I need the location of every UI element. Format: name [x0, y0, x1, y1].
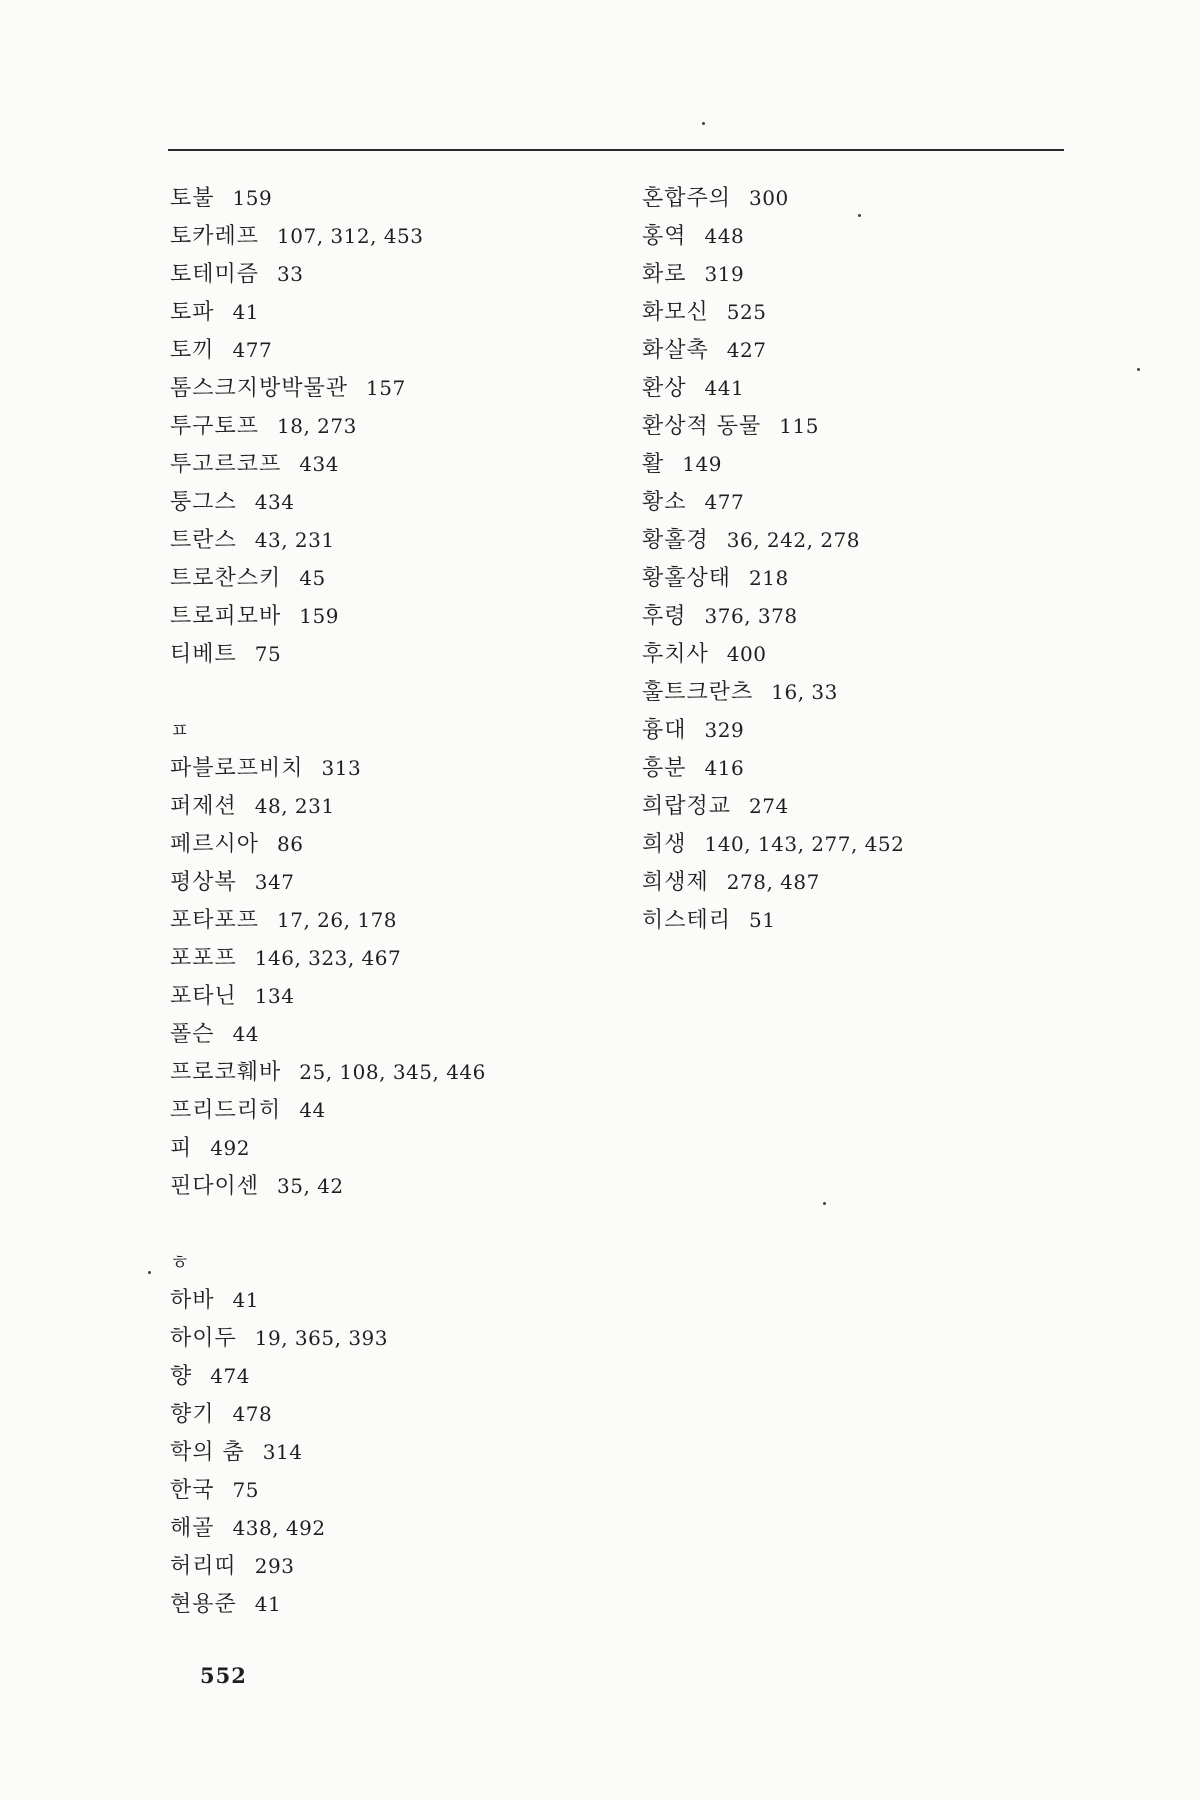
index-entry	[170, 255, 610, 293]
index-page-refs: 41	[254, 1592, 282, 1616]
index-term: 프로코훼바	[170, 1060, 282, 1085]
print-speck	[148, 1271, 151, 1274]
index-entry	[642, 901, 1082, 939]
index-term: 향기	[170, 1402, 215, 1427]
index-page-refs: 474	[210, 1364, 250, 1388]
index-page-refs: 427	[726, 338, 767, 362]
index-entry	[170, 445, 610, 483]
section-gap	[170, 1205, 610, 1243]
index-entry	[642, 711, 1082, 749]
index-term: 포타포프	[170, 908, 260, 933]
index-page-refs: 44	[232, 1022, 259, 1046]
index-entry	[170, 179, 610, 217]
index-entry	[170, 369, 610, 407]
index-term: 퍼제션	[170, 794, 237, 819]
index-page-refs: 319	[704, 262, 745, 286]
index-entry	[642, 863, 1082, 901]
index-entry	[170, 1281, 610, 1319]
index-term: 프리드리히	[170, 1098, 282, 1123]
index-entry	[170, 521, 610, 559]
index-entry	[642, 521, 1082, 559]
index-entry	[642, 369, 1082, 407]
index-term: 폴슨	[170, 1022, 215, 1047]
index-entry	[642, 787, 1082, 825]
index-page-refs: 107, 312, 453	[277, 224, 424, 248]
index-term: 토불	[170, 186, 215, 211]
index-entry	[170, 787, 610, 825]
index-entry	[170, 1053, 610, 1091]
index-page-refs: 400	[726, 642, 767, 666]
index-page-refs: 43, 231	[254, 528, 335, 552]
index-page-refs: 75	[254, 642, 282, 666]
index-page-refs: 115	[779, 414, 819, 438]
index-entry	[642, 749, 1082, 787]
index-page-refs: 134	[254, 984, 295, 1008]
index-page-refs: 25, 108, 345, 446	[299, 1060, 486, 1084]
index-term: 환상적 동물	[642, 414, 762, 439]
index-term: 히스테리	[642, 908, 732, 933]
index-term: 톰스크지방박물관	[170, 376, 349, 401]
index-entry	[170, 1091, 610, 1129]
index-term: 흉대	[642, 718, 687, 743]
index-term: 포타닌	[170, 984, 237, 1009]
print-speck	[1137, 368, 1140, 371]
index-term: 투고르코프	[170, 452, 282, 477]
index-term: 하바	[170, 1288, 215, 1313]
index-entry	[170, 825, 610, 863]
index-entry	[170, 483, 610, 521]
index-page-refs: 434	[299, 452, 339, 476]
index-entry	[170, 597, 610, 635]
index-column-left	[170, 179, 610, 1623]
section-heading: ㅍ	[170, 718, 190, 742]
index-entry	[170, 1319, 610, 1357]
index-page-refs: 75	[232, 1478, 259, 1502]
index-term: 포포프	[170, 946, 237, 971]
index-term: 피	[170, 1136, 193, 1161]
index-page-refs: 86	[277, 832, 304, 856]
index-term: 핀다이센	[170, 1174, 260, 1199]
index-page-refs: 347	[254, 870, 295, 894]
index-term: 홍역	[642, 224, 687, 249]
index-term: 황홀경	[642, 528, 709, 553]
index-page-refs: 35, 42	[277, 1174, 344, 1198]
index-page-refs: 146, 323, 467	[254, 946, 402, 970]
index-page-refs: 448	[704, 224, 745, 248]
index-entry	[642, 331, 1082, 369]
index-entry	[170, 1471, 610, 1509]
index-entry	[170, 1357, 610, 1395]
index-page-refs: 300	[749, 186, 789, 210]
index-term: 황소	[642, 490, 687, 515]
index-page-refs: 140, 143, 277, 452	[704, 832, 905, 856]
index-term: 화로	[642, 262, 687, 287]
index-term: 학의 춤	[170, 1440, 245, 1465]
index-page-refs: 33	[277, 262, 304, 286]
index-page-refs: 416	[704, 756, 745, 780]
index-page-refs: 149	[682, 452, 722, 476]
print-speck	[702, 122, 705, 125]
index-term: 한국	[170, 1478, 215, 1503]
index-term: 흥분	[642, 756, 687, 781]
index-term: 후령	[642, 604, 687, 629]
index-term: 화모신	[642, 300, 709, 325]
index-page-refs: 492	[210, 1136, 250, 1160]
index-page-refs: 159	[232, 186, 273, 210]
print-speck	[858, 214, 861, 217]
index-entry	[170, 977, 610, 1015]
index-page-refs: 45	[299, 566, 326, 590]
index-term: 현용준	[170, 1592, 237, 1617]
index-entry	[170, 901, 610, 939]
index-entry	[170, 331, 610, 369]
index-term: 훌트크란츠	[642, 680, 754, 705]
index-entry	[170, 1167, 610, 1205]
section-gap	[170, 673, 610, 711]
index-term: 희랍정교	[642, 794, 732, 819]
index-entry	[170, 1547, 610, 1585]
index-term: 혼합주의	[642, 186, 732, 211]
index-term: 화살촉	[642, 338, 709, 363]
index-page-refs: 157	[366, 376, 406, 400]
index-entry	[642, 179, 1082, 217]
index-entry	[642, 635, 1082, 673]
index-page-refs: 19, 365, 393	[254, 1326, 388, 1350]
index-page-refs: 17, 26, 178	[277, 908, 398, 932]
index-entry	[642, 217, 1082, 255]
index-page-refs: 293	[254, 1554, 295, 1578]
index-term: 향	[170, 1364, 193, 1389]
index-term: 환상	[642, 376, 687, 401]
index-term: 황홀상태	[642, 566, 732, 591]
top-rule	[168, 149, 1064, 151]
index-entry	[170, 1395, 610, 1433]
index-group	[170, 1281, 610, 1623]
index-page-refs: 329	[704, 718, 745, 742]
index-entry	[170, 635, 610, 673]
index-page-refs: 48, 231	[254, 794, 335, 818]
index-term: 퉁그스	[170, 490, 237, 515]
index-page-refs: 477	[232, 338, 273, 362]
index-page-refs: 218	[749, 566, 789, 590]
index-page-refs: 44	[299, 1098, 326, 1122]
index-term: 하이두	[170, 1326, 237, 1351]
print-speck	[823, 1202, 826, 1205]
index-entry	[642, 483, 1082, 521]
index-page-refs: 274	[749, 794, 789, 818]
index-term: 파블로프비치	[170, 756, 304, 781]
index-entry	[170, 559, 610, 597]
index-entry	[170, 1433, 610, 1471]
index-term: 해골	[170, 1516, 215, 1541]
index-page-refs: 441	[704, 376, 745, 400]
index-page-refs: 41	[232, 300, 259, 324]
index-entry	[170, 407, 610, 445]
index-term: 트로피모바	[170, 604, 282, 629]
index-term: 페르시아	[170, 832, 260, 857]
index-page-refs: 36, 242, 278	[726, 528, 860, 552]
index-term: 토카레프	[170, 224, 260, 249]
index-entry	[170, 1129, 610, 1167]
index-entry	[642, 597, 1082, 635]
index-entry	[170, 217, 610, 255]
index-term: 트란스	[170, 528, 237, 553]
index-entry	[170, 293, 610, 331]
index-entry	[170, 863, 610, 901]
index-term: 후치사	[642, 642, 709, 667]
index-entry	[170, 1015, 610, 1053]
index-page-refs: 16, 33	[771, 680, 838, 704]
index-page-refs: 278, 487	[726, 870, 820, 894]
index-term: 트로찬스키	[170, 566, 282, 591]
index-entry	[642, 255, 1082, 293]
index-term: 활	[642, 452, 665, 477]
index-page-refs: 313	[321, 756, 362, 780]
index-entry	[642, 407, 1082, 445]
index-page-refs: 434	[254, 490, 295, 514]
index-page-refs: 477	[704, 490, 745, 514]
index-entry	[170, 749, 610, 787]
index-term: 토테미즘	[170, 262, 260, 287]
index-entry	[642, 825, 1082, 863]
index-entry	[642, 293, 1082, 331]
index-term: 희생제	[642, 870, 709, 895]
index-group	[642, 179, 1082, 939]
section-heading: ㅎ	[170, 1250, 190, 1274]
index-term: 투구토프	[170, 414, 260, 439]
index-column-right	[642, 179, 1082, 939]
index-term: 희생	[642, 832, 687, 857]
index-term: 허리띠	[170, 1554, 237, 1579]
index-page-refs: 51	[749, 908, 776, 932]
index-entry	[170, 1509, 610, 1547]
index-term: 티베트	[170, 642, 237, 667]
index-page-refs: 478	[232, 1402, 273, 1426]
index-term: 토끼	[170, 338, 215, 363]
page-number: 552	[200, 1663, 247, 1688]
index-group	[170, 179, 610, 673]
index-page-refs: 159	[299, 604, 339, 628]
index-entry	[642, 559, 1082, 597]
index-entry	[642, 673, 1082, 711]
index-page-refs: 376, 378	[704, 604, 798, 628]
index-entry	[642, 445, 1082, 483]
index-term: 토파	[170, 300, 215, 325]
index-entry	[170, 1585, 610, 1623]
index-term: 평상복	[170, 870, 237, 895]
index-page-refs: 438, 492	[232, 1516, 326, 1540]
index-page-refs: 18, 273	[277, 414, 357, 438]
index-page-refs: 525	[726, 300, 767, 324]
index-page-refs: 314	[262, 1440, 303, 1464]
index-group	[170, 749, 610, 1205]
index-entry	[170, 939, 610, 977]
index-page-refs: 41	[232, 1288, 259, 1312]
